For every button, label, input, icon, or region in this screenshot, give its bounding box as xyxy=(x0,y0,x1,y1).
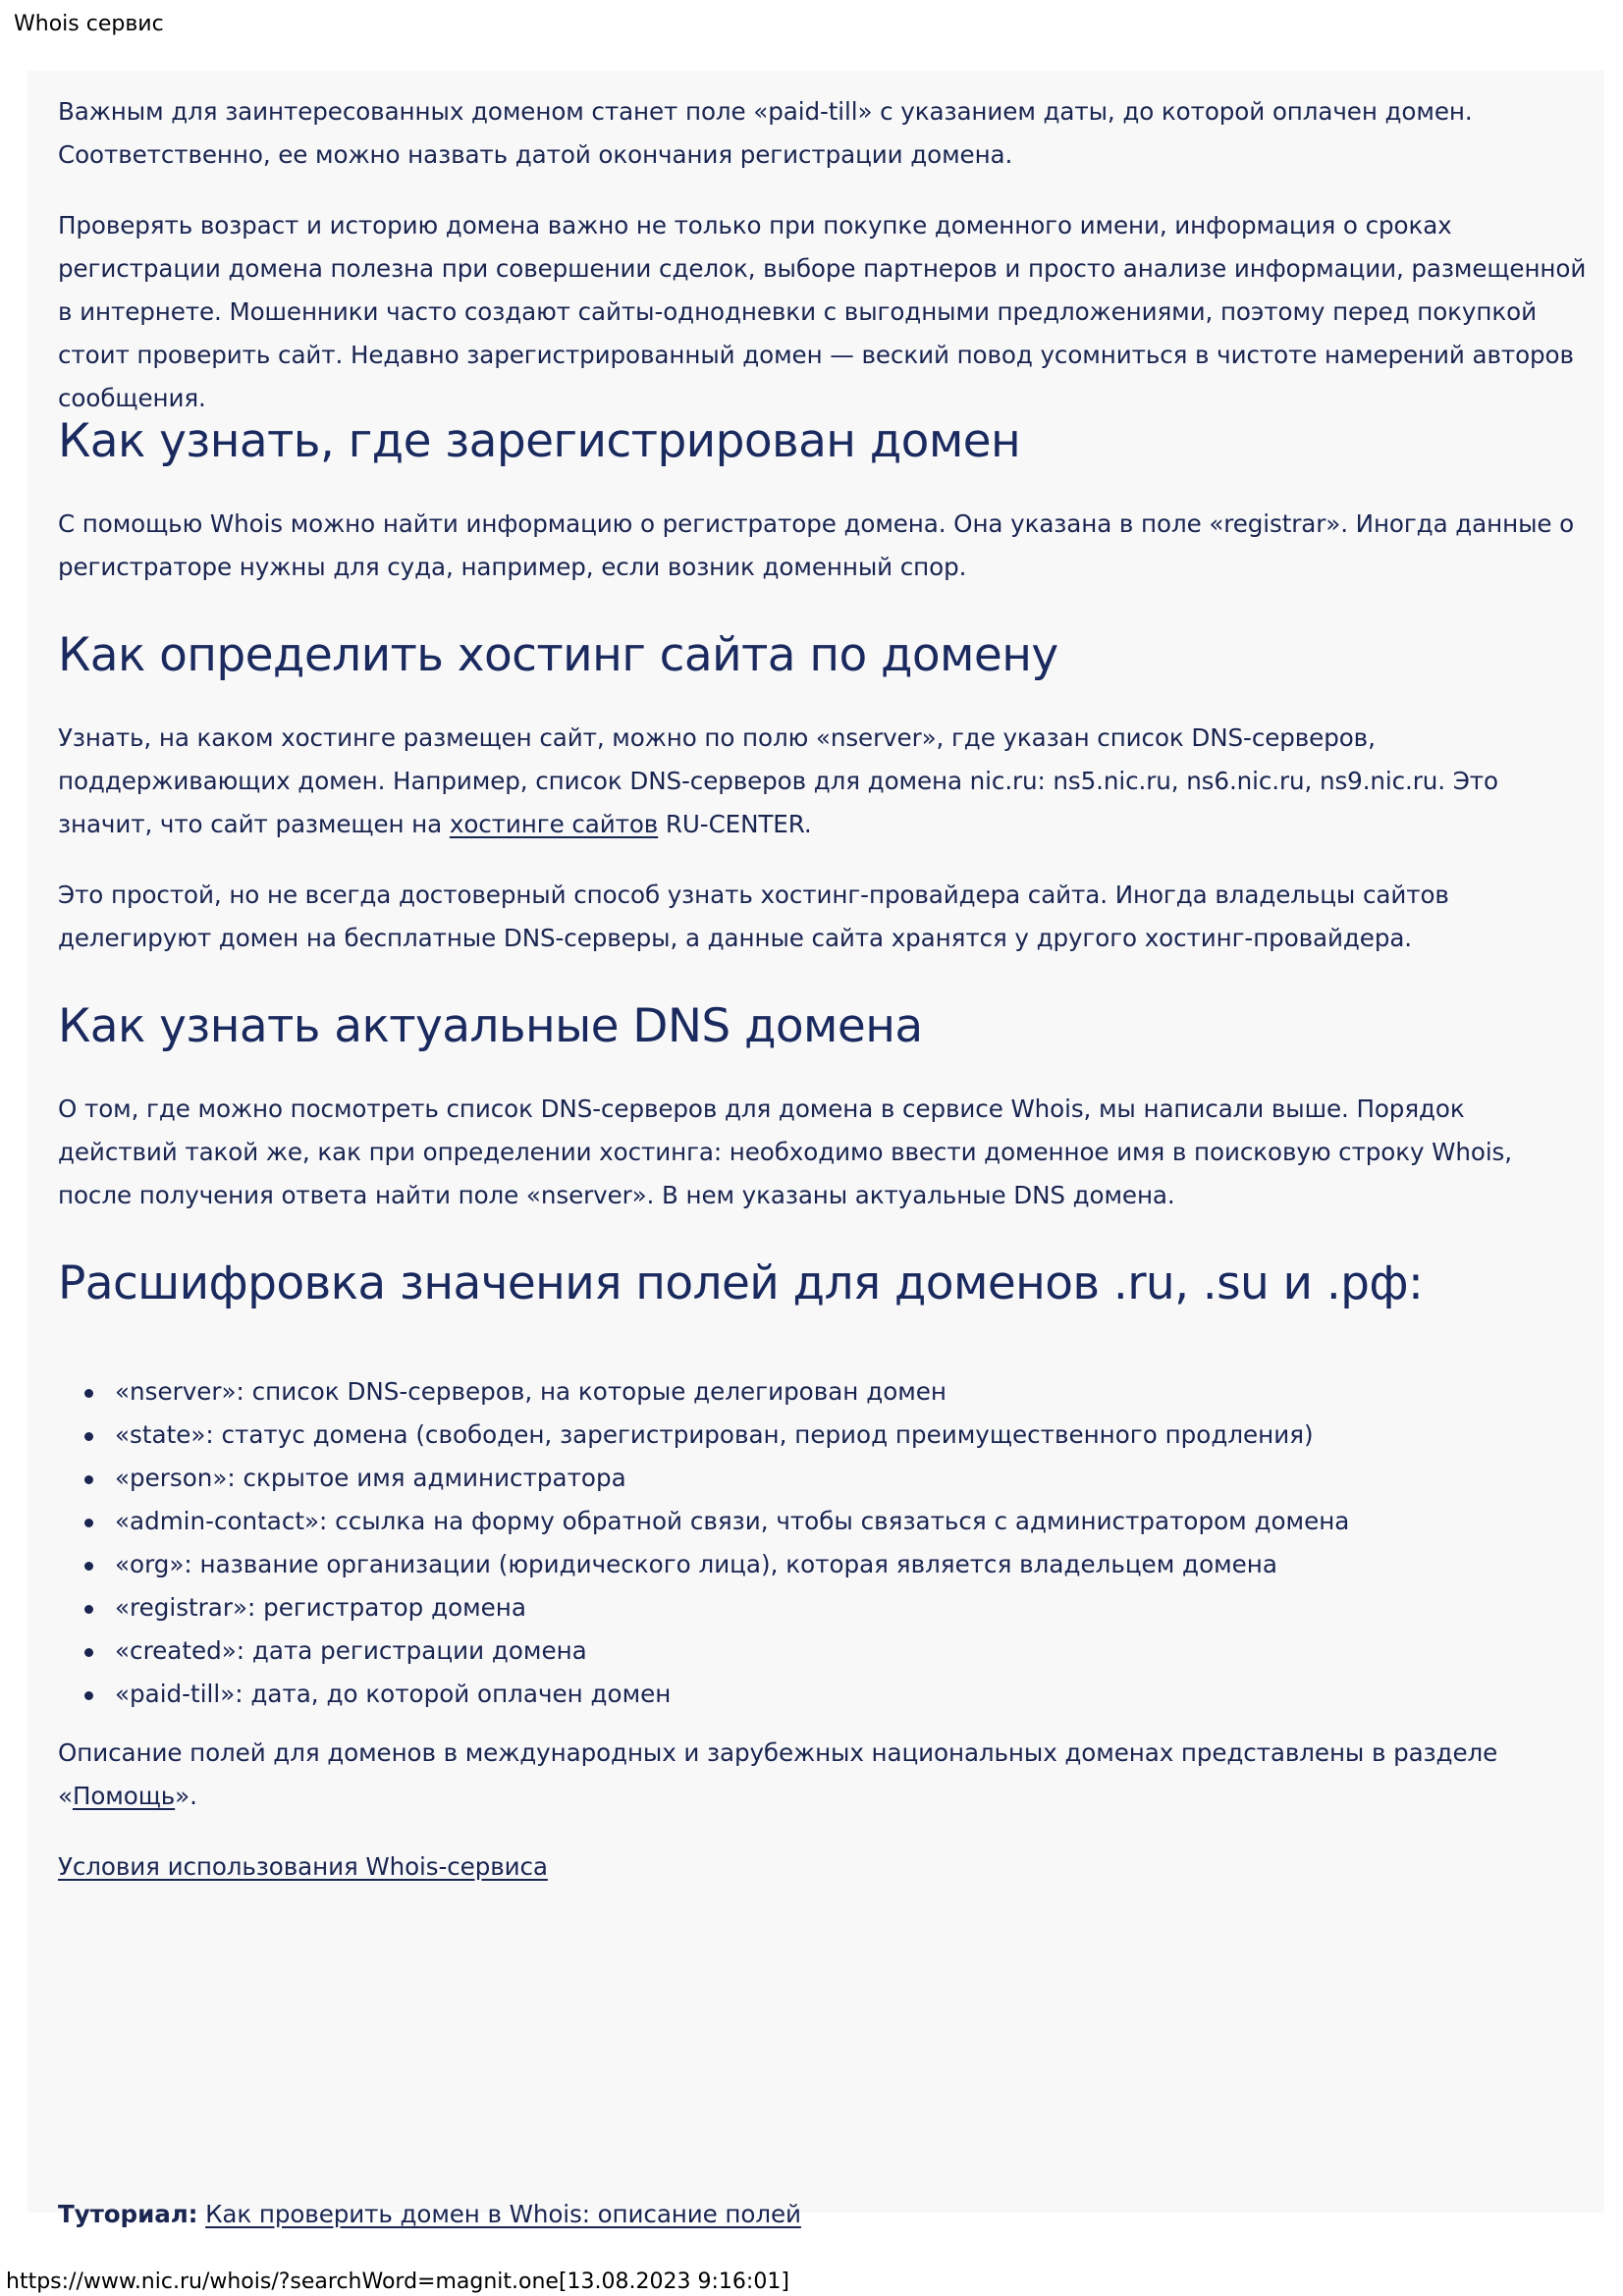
list-item: «nserver»: список DNS-серверов, на которые делегирован домен xyxy=(58,1370,1349,1414)
hosting-text-after-link: RU-CENTER. xyxy=(658,810,812,838)
help-link[interactable]: Помощь xyxy=(72,1782,176,1810)
heading-registrar: Как узнать, где зарегистрирован домен xyxy=(58,414,1021,468)
registrar-paragraph: С помощью Whois можно найти информацию о регистраторе домена. Она указана в поле «registrar». Иногда данные о регистраторе нужны для суда, например, если возник доменный спор. xyxy=(58,509,1575,581)
fields-list xyxy=(58,1370,1349,1716)
intro-paragraph-domain-age: Проверять возраст и историю домена важно не только при покупке доменного имени, информация о сроках регистрации домена полезна при совершении сделок, выборе партнеров и просто анализе информации, размещенной в интернете. Мошенники часто создают сайты-однодневки с выгодными предложениями, поэтому перед покупкой стоит проверить сайт. Недавно зарегистрированный домен — веский повод усомниться в чистоте намерений авторов сообщения. xyxy=(58,211,1587,412)
bullet-icon xyxy=(84,1432,93,1441)
list-item: «org»: название организации (юридического лица), которая является владельцем домена xyxy=(58,1543,1349,1586)
tutorial-link[interactable]: Как проверить домен в Whois: описание полей xyxy=(205,2200,801,2228)
terms-paragraph xyxy=(58,1845,548,1889)
bullet-icon xyxy=(84,1648,93,1657)
terms-of-use-link[interactable]: Условия использования Whois-сервиса xyxy=(58,1852,548,1881)
bullet-icon xyxy=(84,1562,93,1571)
intro-paragraph-paid-till: Важным для заинтересованных доменом станет поле «paid-till» с указанием даты, до которой оплачен домен. Соответственно, ее можно назвать датой окончания регистрации домена. xyxy=(58,97,1473,169)
print-footer-url: https://www.nic.ru/whois/?searchWord=magnit.one[13.08.2023 9:16:01] xyxy=(6,2269,789,2294)
fields-note-text: Описание полей для доменов в международных и зарубежных национальных доменах представлены в разделе « xyxy=(58,1738,1498,1810)
list-item: «registrar»: регистратор домена xyxy=(58,1586,1349,1629)
list-item: «state»: статус домена (свободен, зарегистрирован, период преимущественного продления) xyxy=(58,1414,1349,1457)
fields-note-end: ». xyxy=(175,1782,197,1810)
heading-dns: Как узнать актуальные DNS домена xyxy=(58,999,923,1053)
list-item: «paid-till»: дата, до которой оплачен домен xyxy=(58,1673,1349,1716)
list-item: «created»: дата регистрации домена xyxy=(58,1629,1349,1673)
hosting-paragraph-2: Это простой, но не всегда достоверный способ узнать хостинг-провайдера сайта. Иногда владельцы сайтов делегируют домен на бесплатные DNS-серверы, а данные сайта хранятся у другого хостинг-провайдера. xyxy=(58,881,1449,952)
heading-hosting: Как определить хостинг сайта по домену xyxy=(58,628,1058,682)
heading-fields: Расшифровка значения полей для доменов .ru, .su и .рф: xyxy=(58,1256,1424,1310)
dns-paragraph: О том, где можно посмотреть список DNS-серверов для домена в сервисе Whois, мы написали выше. Порядок действий такой же, как при определении хостинга: необходимо ввести доменное имя в поисковую строку Whois, после получения ответа найти поле «nserver». В нем указаны актуальные DNS домена. xyxy=(58,1095,1512,1209)
bullet-icon xyxy=(84,1605,93,1614)
hosting-paragraph xyxy=(58,717,1590,846)
hosting-text-before-link: Узнать, на каком хостинге размещен сайт, можно по полю «nserver», где указан список DNS-серверов, поддерживающих домен. Например, список DNS-серверов для домена nic.ru: ns5.nic.ru, ns6.nic.ru, ns9.nic.ru. Это значит, что сайт размещен на xyxy=(58,723,1498,838)
bullet-icon xyxy=(84,1475,93,1484)
whois-article-card xyxy=(27,71,1604,2228)
bullet-icon xyxy=(84,1519,93,1527)
print-header-title: Whois сервис xyxy=(14,12,164,36)
list-item: «person»: скрытое имя администратора xyxy=(58,1457,1349,1500)
bullet-icon xyxy=(84,1389,93,1398)
list-item: «admin-contact»: ссылка на форму обратной связи, чтобы связаться с администратором домена xyxy=(58,1500,1349,1543)
tutorial-label: Туториал: xyxy=(58,2200,198,2228)
bullet-icon xyxy=(84,1691,93,1700)
tutorial-paragraph xyxy=(58,2193,801,2236)
fields-note-paragraph xyxy=(58,1732,1590,1818)
hosting-link[interactable]: хостинге сайтов xyxy=(449,810,659,838)
